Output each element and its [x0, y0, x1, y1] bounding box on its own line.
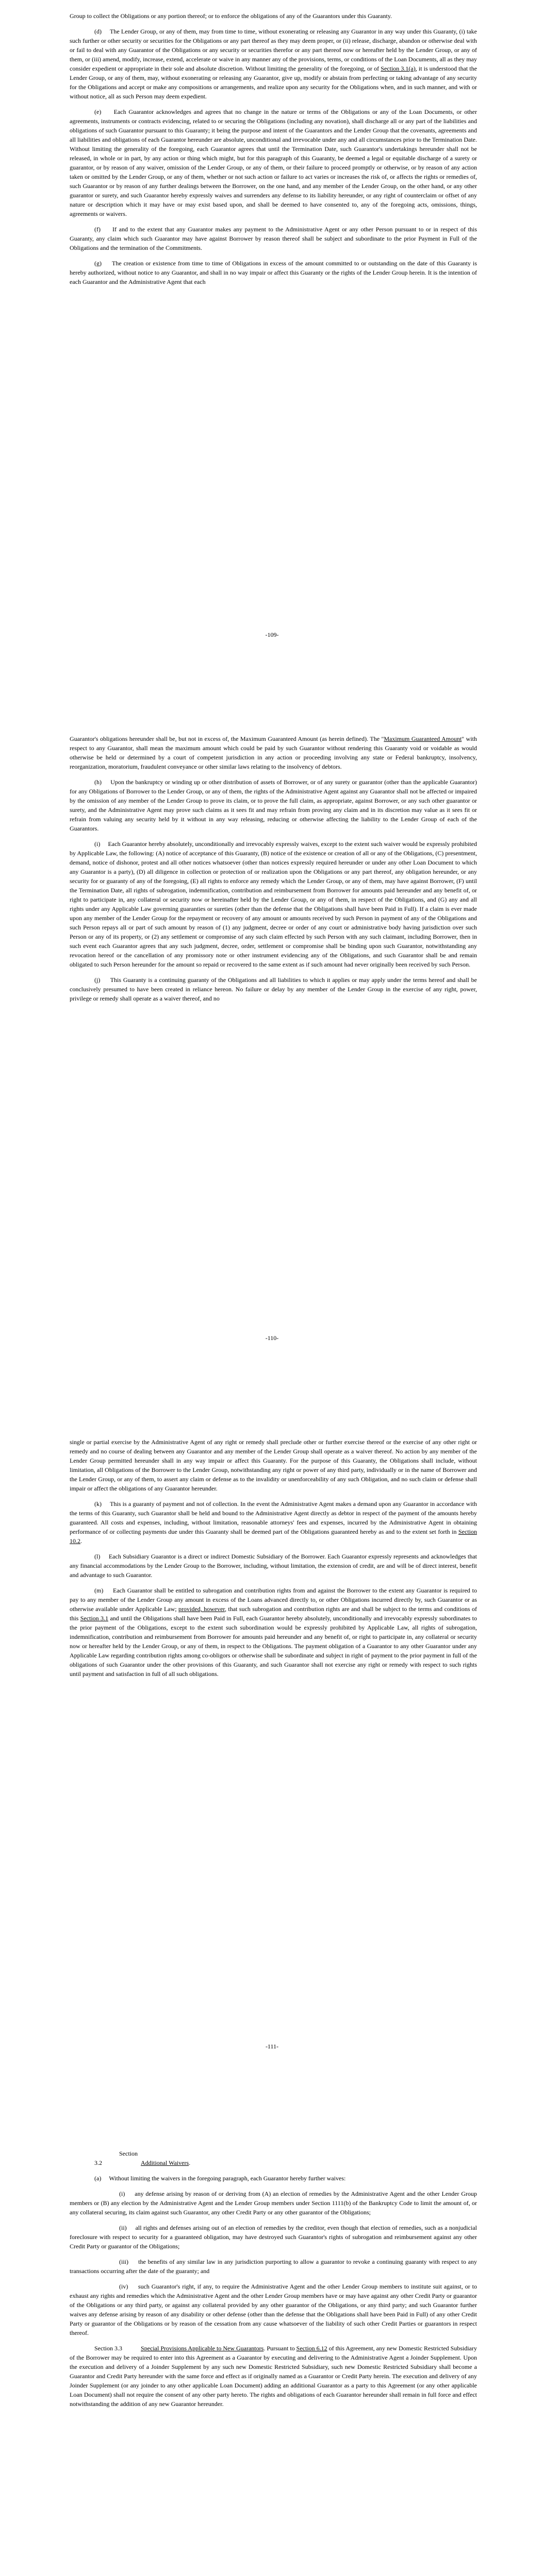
- paragraph-g: (g) The creation or existence from time to time of Obligations in excess of the amount committed to or outstanding on the date of this Guaranty is hereby authorized, without notice to any Guarantor, and shall in no way impair or affect this Guaranty or the rights of the Lender Group herein. It is the intention of each Guarantor and the Administrative Agent that each: [70, 260, 477, 285]
- paragraph-j: (j) This Guaranty is a continuing guaranty of the Obligations and all liabilities to which it applies or may apply under the terms hereof and shall be conclusively presumed to have been created in reliance hereon. No failure or delay by any member of the Lender Group in the exercise of any right, power, privilege or remedy shall operate as a waiver thereof, and no: [70, 976, 477, 1002]
- paragraph-i: (i) Each Guarantor hereby absolutely, unconditionally and irrevocably expressly waives, except to the extent such waiver would be expressly prohibited by Applicable Law, the following: (A) notice of acceptance of this Guaranty, (B) notice of the existence or creation of all or any of the Obligations, (C) presentment, demand, notice of dishonor, protest and all other notices whatsoever (other than notices expressly required hereunder or under any other Loan Document to which any Guarantor is a party), (D) all diligence in collection or protection of or realization upon the Obligations or any part thereof, any obligation hereunder, or any security for or guaranty of any of the foregoing, (E) all rights to enforce any remedy which the Lender Group, or any of them, may have against Borrower, (F) until the Termination Date, all rights of subrogation, indemnification, contribution and reimbursement from Borrower for amounts paid hereunder and any benefit of, or right to participate in, any collateral or security now or hereinafter held by the Lender Group, or any of them, in respect of the Obligations, and (G) any and all rights under any Applicable Law governing guaranties or sureties (other than the defense that the Obligations shall have been Paid in Full). If a claim is ever made upon any member of the Lender Group for the repayment or recovery of any amount or amounts received by such Person in payment of any of the Obligations and such Person repays all or part of such amount by reason of (1) any judgment, decree or order of any court or administrative body having jurisdiction over such Person or any of its property, or (2) any settlement or compromise of any such claim effected by such Person with any such claimant, including Borrower, then in such event each Guarantor agrees that any such judgment, decree, order, settlement or compromise shall be binding upon such Guarantor, notwithstanding any revocation hereof or the cancellation of any promissory note or other instrument evidencing any of the Obligations, and such Guarantor shall be and remain obligated to such Person hereunder for the amount so repaid or recovered to the same extent as if such amount had never originally been received by such Person.: [70, 840, 477, 968]
- paragraph-f: (f) If and to the extent that any Guarantor makes any payment to the Administrative Agent or any other Person pursuant to or in respect of this Guaranty, any claim which such Guarantor may have against Borrower by reason thereof shall be subject and subordinate to the prior Payment in Full of the Obligations and the termination of the Commitments.: [70, 226, 477, 251]
- section-reference: Section 3.1: [80, 1615, 109, 1622]
- paragraph-continuation: Group to collect the Obligations or any portion thereof; or to enforce the obligations of any of the Guarantors under this Guaranty.: [70, 12, 392, 20]
- paragraph-continuation: single or partial exercise by the Administrative Agent of any right or remedy shall preclude other or further exercise thereof or the exercise of any other right or remedy and no course of dealing between any Guarantor and any member of the Lender Group shall operate as a waiver thereof. No action by any member of the Lender Group permitted hereunder shall in any way impair or affect this Guaranty. For the purpose of this Guaranty, the Obligations shall include, without limitation, all Obligations of the Borrower to the Lender Group, notwithstanding any right or power of any third party, individually or in the name of Borrower and the Lender Group, or any of them, to assert any claim or defense as to the invalidity or unenforceability of any such Obligation, and no such claim or defense shall impair or affect the obligations of any Guarantor hereunder.: [70, 1438, 477, 1492]
- clause-iii: (iii) the benefits of any similar law in any jurisdiction purporting to allow a guarantor to revoke a continuing guaranty with respect to any transactions occurring after the date of the guaranty; and: [70, 2258, 477, 2275]
- paragraph-e: (e) Each Guarantor acknowledges and agrees that no change in the nature or terms of the Obligations or any of the Loan Documents, or other agreements, instruments or contracts evidencing, related to or securing the Obligations (including any novation), shall discharge all or any part of the liabilities and obligations of such Guarantor pursuant to this Guaranty; it being the purpose and intent of the Guarantors and the Lender Group that the covenants, agreements and all liabilities and obligations of each Guarantor hereunder are absolute, unconditional and irrevocable under any and all circumstances prior to the Termination Date. Without limiting the generality of the foregoing, each Guarantor agrees that until the Termination Date, such Guarantor's undertakings hereunder shall not be released, in whole or in part, by any action or thing which might, but for this paragraph of this Guaranty, be deemed a legal or equitable discharge of a surety or guarantor, or by reason of any waiver, omission of the Lender Group, or any of them, or their failure to proceed promptly or otherwise, or by reason of any action taken or omitted by the Lender Group, or any of them, whether or not such action or failure to act varies or increases the risk of, or affects the rights or remedies of, such Guarantor or by reason of any further dealings between the Borrower, on the one hand, and any member of the Lender Group, on the other hand, or any other guarantor or surety, and such Guarantor hereby expressly waives and surrenders any defense to its liability hereunder, or any right of counterclaim or offset of any nature or description which it may have or may exist based upon, and shall be deemed to have consented to, any of the foregoing acts, omissions, things, agreements or waivers.: [70, 108, 477, 217]
- section-3-3: Section 3.3 Special Provisions Applicable to New Guarantors. Pursuant to Section 6.12 of this Agreement, any new Domestic Restricted Subsidiary of the Borrower may be required to enter into this Agreement as a Guarantor by executing and delivering to the Administrative Agent a Joinder Supplement. Upon the execution and delivery of a Joinder Supplement by any such new Domestic Restricted Subsidiary, such new Domestic Restricted Subsidiary shall become a Guarantor and Credit Party hereunder with the same force and effect as if originally named as a Guarantor or Credit Party herein. The execution and delivery of any Joinder Supplement (or any joinder to any other applicable Loan Document) adding an additional Guarantor as a party to this Agreement (or any other applicable Loan Document) shall not require the consent of any other party hereto. The rights and obligations of each Guarantor hereunder shall remain in full force and effect notwithstanding the addition of any new Guarantor hereunder.: [70, 2345, 477, 2408]
- page-number: -111-: [265, 2043, 279, 2050]
- paragraph-l: (l) Each Subsidiary Guarantor is a direct or indirect Domestic Subsidiary of the Borrower. Each Guarantor expressly represents and acknowledges that any financial accommodations by the Lender Group to the Borrower, including, without limitation, the extension of credit, are and will be of direct interest, benefit and advantage to such Guarantor.: [70, 1553, 477, 1579]
- page-number: -110-: [265, 1334, 279, 1342]
- paragraph-a: (a) Without limiting the waivers in the foregoing paragraph, each Guarantor hereby further waives:: [94, 2175, 346, 2182]
- proviso: provided, however: [178, 1605, 225, 1613]
- paragraph-m: (m) Each Guarantor shall be entitled to subrogation and contribution rights from and against the Borrower to the extent any Guarantor is required to pay to any member of the Lender Group any amount in excess of the Loans advanced directly to, or other Obligations incurred directly by, such Guarantor or as otherwise available under Applicable Law; provided, however, that such subrogation and contribution rights are and shall be subject to the terms and conditions of this Section 3.1 and until the Obligations shall have been Paid in Full, each Guarantor hereby absolutely, unconditionally and irrevocably expressly subordinates to the prior payment of the Obligations, except to the extent such subordination would be expressly prohibited by Applicable Law, all rights of subrogation, indemnification, contribution and reimbursement from Borrower for amounts paid hereunder and any benefit of, or right to participate in, any collateral or security now or hereafter held by the Lender Group, or any of them, in respect to the Obligations. The payment obligation of a Guarantor to any other Guarantor under any Applicable Law regarding contribution rights among co-obligors or otherwise shall be subordinate and subject in right of payment to the prior payment in full of the obligations of such Guarantor under the other provisions of this Guaranty, and such Guarantor shall not exercise any right or remedy with respect to such rights until payment and satisfaction in full of all such obligations.: [70, 1587, 477, 1677]
- page-112: [0, 2110, 544, 2576]
- section-reference: Section 10.2: [70, 1528, 477, 1545]
- clause-iv: (iv) such Guarantor's right, if any, to require the Administrative Agent and the other Lender Group members to institute suit against, or to exhaust any rights and remedies which the Administrative Agent and the other Lender Group members have or may have against any other Credit Party or guarantor of the Obligations or any third party, or against any collateral provided by any other guarantor of the Obligations, or any third party; and such Guarantor further waives any defense arising by reason of any disability or other defense (other than the defense that the Obligations shall have been Paid in Full) of any other Credit Party or guarantor of the Obligations or by reason of the cessation from any cause whatsoever of the liability of such other Credit Parties or guarantors in respect thereof.: [70, 2283, 477, 2336]
- defined-term: Maximum Guaranteed Amount: [384, 735, 462, 742]
- clause-ii: (ii) all rights and defenses arising out of an election of remedies by the creditor, even though that election of remedies, such as a nonjudicial foreclosure with respect to security for a guaranteed obligation, may have destroyed such Guarantor's rights of subrogation and reimbursement against any other Credit Party or guarantor of the Obligations;: [70, 2224, 477, 2250]
- section-reference: Section 6.12: [296, 2345, 327, 2352]
- paragraph-d: (d) The Lender Group, or any of them, may from time to time, without exonerating or releasing any Guarantor in any way under this Guaranty, (i) take such further or other security or securities for the Obligations or any part thereof as they may deem proper, or (ii) release, discharge, abandon or otherwise deal with or fail to deal with any Guarantor of the Obligations or any security or securities therefor or any part thereof now or hereafter held by the Lender Group, or any of them, or (iii) amend, modify, increase, extend, accelerate or waive in any manner any of the provisions, terms, or conditions of the Loan Documents, all as they may consider expedient or appropriate in their sole and absolute discretion. Without limiting the generality of the foregoing, or of Section 3.1(a), it is understood that the Lender Group, or any of them, may, without exonerating or releasing any Guarantor, give up, modify or abstain from perfecting or taking advantage of any security for the Obligations and accept or make any compositions or arrangements, and realize upon any security for the Obligations when, and in such manner, and with or without notice, all as such Person may deem expedient.: [70, 28, 477, 100]
- page-110: [0, 703, 544, 1406]
- section-title: Special Provisions Applicable to New Guarantors: [141, 2345, 264, 2352]
- paragraph-continuation: Guarantor's obligations hereunder shall be, but not in excess of, the Maximum Guaranteed Amount (as herein defined). The "Maximum Guaranteed Amount" with respect to any Guarantor, shall mean the maximum amount which could be paid by such Guarantor without rendering this Guaranty void or voidable as would otherwise be held or determined by a court of competent jurisdiction in any action or proceeding involving any state or Federal bankruptcy, insolvency, reorganization, moratorium, fraudulent conveyance or other similar laws relating to the insolvency of debtors.: [70, 735, 477, 770]
- section-3-2-heading: Section 3.2 Additional Waivers.: [94, 2150, 191, 2166]
- clause-i: (i) any defense arising by reason of or deriving from (A) an election of remedies by the Administrative Agent and the other Lender Group members or (B) any election by the Administrative Agent and the Lender Group members under Section 1111(b) of the Bankruptcy Code to limit the amount of, or any collateral securing, its claim against such Guarantor, any other Credit Party or any other guarantor of the Obligations;: [70, 2190, 477, 2216]
- page-number: -109-: [265, 631, 279, 638]
- section-title: Additional Waivers: [141, 2159, 189, 2166]
- page-109: [0, 0, 544, 703]
- paragraph-k: (k) This is a guaranty of payment and not of collection. In the event the Administrative Agent makes a demand upon any Guarantor in accordance with the terms of this Guaranty, such Guarantor shall be held and bound to the Administrative Agent directly as debtor in respect of the payment of the amounts hereby guaranteed. All costs and expenses, including, without limitation, reasonable attorneys' fees and expenses, incurred by the Administrative Agent in obtaining performance of or collecting payments due under this Guaranty shall be deemed part of the Obligations guaranteed hereby as and to the extent set forth in Section 10.2.: [70, 1500, 477, 1545]
- page-111: [0, 1406, 544, 2110]
- paragraph-h: (h) Upon the bankruptcy or winding up or other distribution of assets of Borrower, or of any surety or guarantor (other than the applicable Guarantor) for any Obligations of Borrower to the Lender Group, or any of them, the rights of the Administrative Agent against any Guarantor shall not be affected or impaired by the omission of any member of the Lender Group to prove its claim, or to prove the full claim, as appropriate, against Borrower, or any such other guarantor or surety, and the Administrative Agent may prove such claims as it sees fit and may refrain from proving any claim and in its discretion may value as it sees fit or refrain from valuing any security held by it without in any way releasing, reducing or otherwise affecting the liability to the Lender Group of each of the Guarantors.: [70, 778, 477, 832]
- section-reference: Section 3.1(a): [381, 65, 416, 72]
